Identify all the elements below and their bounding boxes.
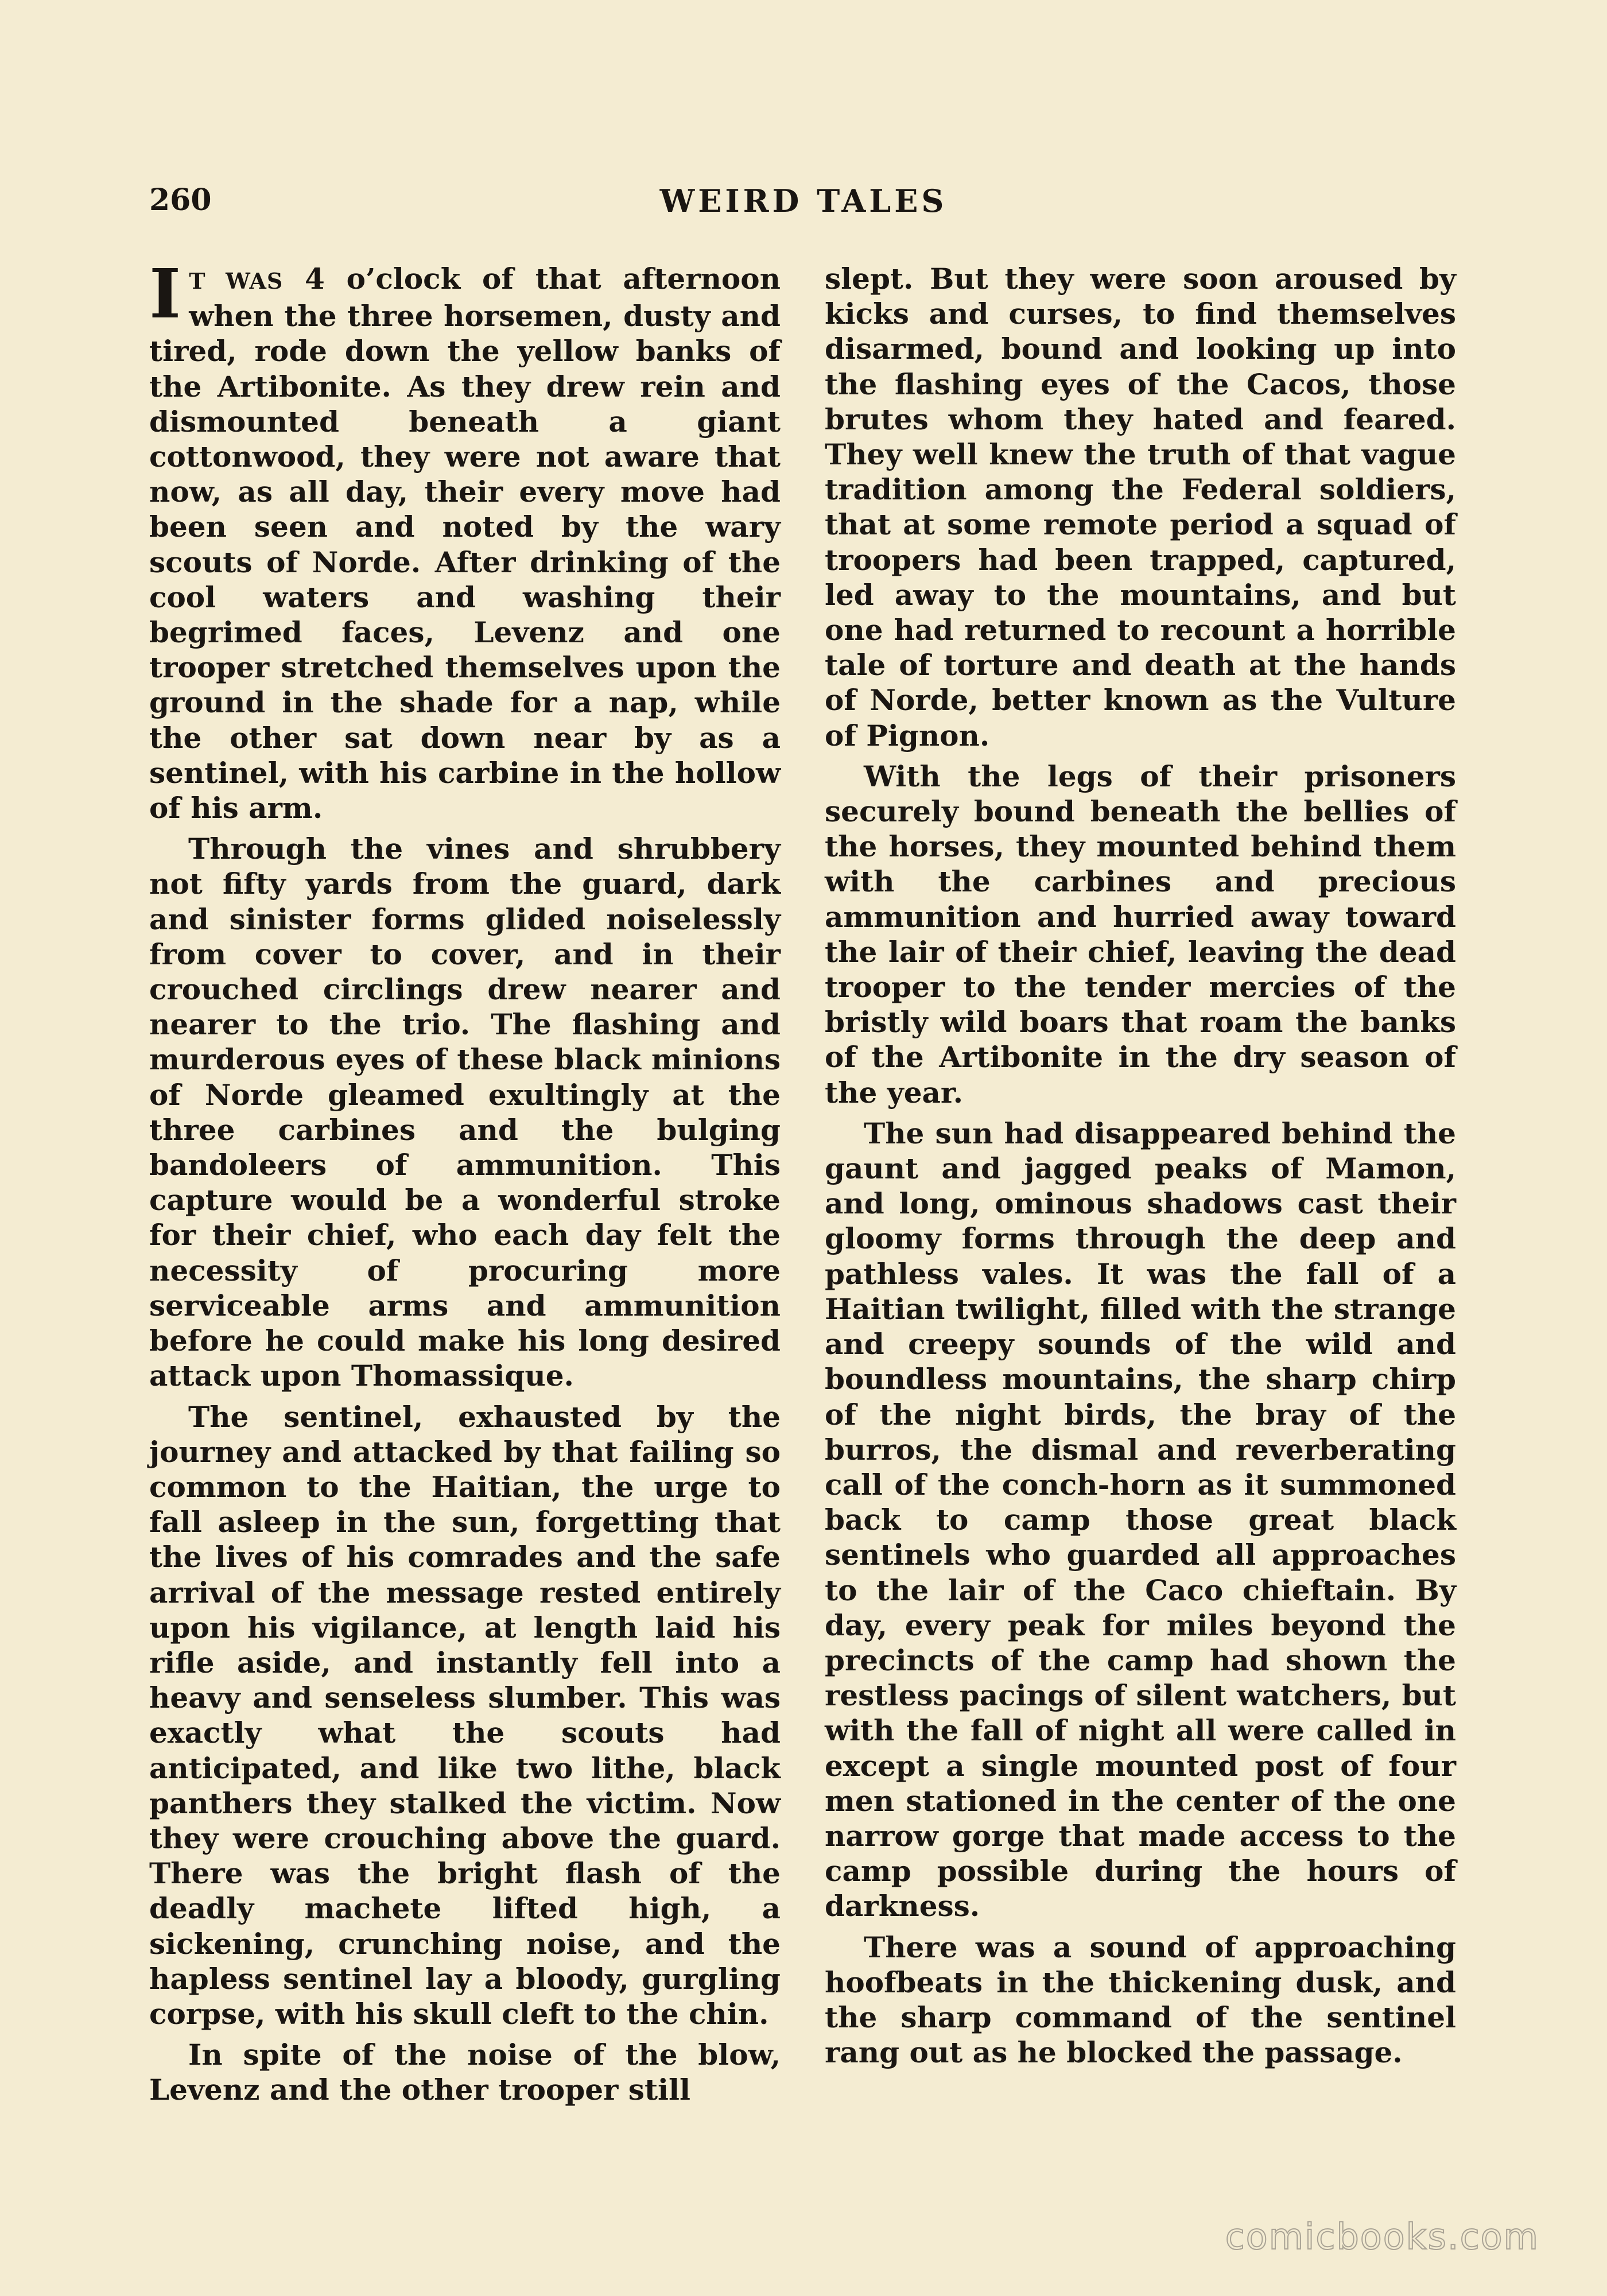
- watermark: comicbooks.com: [1225, 2216, 1539, 2258]
- left-column: [149, 254, 781, 2113]
- paragraph: Through the vines and shrubbery not fifty yards from the guard, dark and sinister forms glided noiselessly from cover to cover, and in their crouched circlings drew nearer and nearer to the trio. The flashing and murderous eyes of these black minions of Norde gleamed exultingly at the three carbines and the bulging bandoleers of ammunition. This capture would be a wonderful stroke for their chief, who each day felt the necessity of procuring more serviceable arms and ammunition before he could make his long desired attack upon Thomassique.: [149, 832, 781, 1393]
- paragraph: The sun had disappeared behind the gaunt and jagged peaks of Mamon, and long, ominous shadows cast their gloomy forms through the deep and pathless vales. It was the fall of a Haitian twilight, filled with the strange and creepy sounds of the wild and boundless mountains, the sharp chirp of the night birds, the bray of the burros, the dismal and reverberating call of the conch-horn as it summoned back to camp those great black sentinels who guarded all approaches to the lair of the Caco chieftain. By day, every peak for miles beyond the precincts of the camp had shown the restless pacings of silent watchers, but with the fall of night all were called in except a single mounted post of four men stationed in the center of the one narrow gorge that made access to the camp possible during the hours of darkness.: [825, 1116, 1456, 1923]
- paragraph-continued: slept. But they were soon aroused by kicks and curses, to find themselves disarmed, bound and looking up into the flashing eyes of the Cacos, those brutes whom they hated and feared. They well knew the truth of that vague tradition among the Federal soldiers, that at some remote period a squad of troopers had been trapped, captured, led away to the mountains, and but one had returned to recount a horrible tale of torture and death at the hands of Norde, better known as the Vulture of Pignon.: [825, 262, 1456, 753]
- paragraph: There was a sound of approaching hoofbeats in the thickening dusk, and the sharp command of the sentinel rang out as he blocked the passage.: [825, 1930, 1456, 2070]
- right-column: [825, 261, 1456, 2076]
- running-title: WEIRD TALES: [659, 183, 948, 219]
- opening-smallcaps: T WAS: [189, 268, 284, 294]
- opening-text: 4 o’clock of that afternoon when the three horsemen, dusty and tired, rode down the yellow banks of the Artibonite. As they drew rein and dismounted beneath a giant cottonwood, they were not aware that now, as all day, their every move had been seen and noted by the wary scouts of Norde. After drinking of the cool waters and washing their begrimed faces, Levenz and one trooper stretched themselves upon the ground in the shade for a nap, while the other sat down near by as a sentinel, with his carbine in the hollow of his arm.: [149, 262, 781, 825]
- paragraph: With the legs of their prisoners securely bound beneath the bellies of the horses, they mounted behind them with the carbines and precious ammunition and hurried away toward the lair of their chief, leaving the dead trooper to the tender mercies of the bristly wild boars that roam the banks of the Artibonite in the dry season of the year.: [825, 759, 1456, 1110]
- drop-cap: I: [149, 254, 181, 333]
- page-header: [149, 183, 1458, 217]
- paragraph-opening: [149, 254, 781, 825]
- paragraph: In spite of the noise of the blow, Levenz and the other trooper still: [149, 2038, 781, 2107]
- paragraph: The sentinel, exhausted by the journey and attacked by that failing so common to the Haitian, the urge to fall asleep in the sun, forgetting that the lives of his comrades and the safe arrival of the message rested entirely upon his vigilance, at length laid his rifle aside, and instantly fell into a heavy and senseless slumber. This was exactly what the scouts had anticipated, and like two lithe, black panthers they stalked the victim. Now they were crouching above the guard. There was the bright flash of the deadly machete lifted high, a sickening, crunching noise, and the hapless sentinel lay a bloody, gurgling corpse, with his skull cleft to the chin.: [149, 1399, 781, 2031]
- page-number: 260: [149, 183, 212, 218]
